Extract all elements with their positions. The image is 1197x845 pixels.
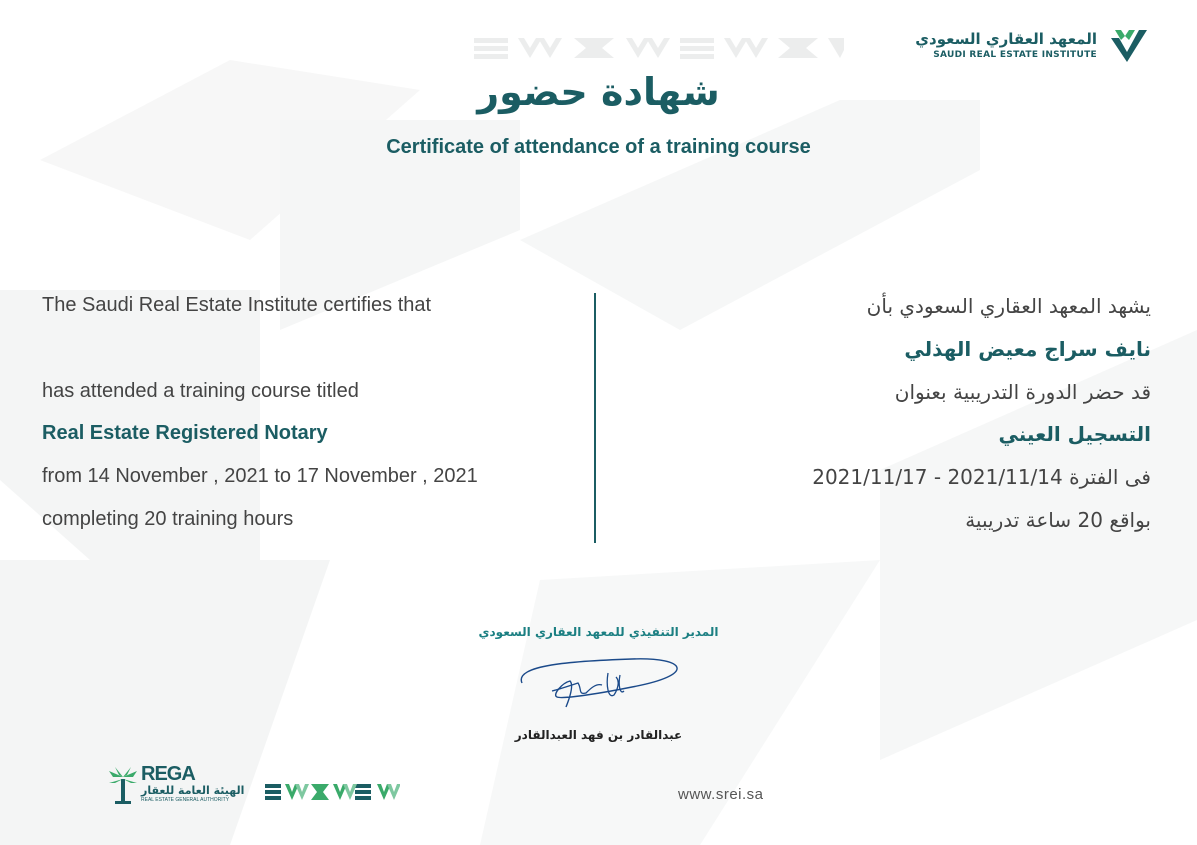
handwritten-signature: [512, 655, 692, 725]
palm-tree-icon: [107, 765, 139, 805]
english-course-title: Real Estate Registered Notary: [42, 422, 328, 444]
rega-logo: [107, 765, 257, 805]
arabic-certifies-text: يشهد المعهد العقاري السعودي بأن: [866, 294, 1151, 318]
arabic-attended-text: قد حضر الدورة التدريبية بعنوان: [894, 380, 1151, 404]
certificate-title-arabic: شهادة حضور: [477, 70, 720, 114]
certificate-title-english: Certificate of attendance of a training course: [386, 136, 811, 158]
english-hours-text: completing 20 training hours: [42, 508, 294, 530]
rega-arabic-text: الهيئة العامة للعقار: [141, 784, 245, 797]
decorative-pattern-footer: [265, 782, 400, 802]
english-period-text: from 14 November , 2021 to 17 November , 2021: [42, 465, 478, 487]
logo-arabic-text: المعهد العقاري السعودي: [915, 30, 1097, 48]
logo-english-text: SAUDI REAL ESTATE INSTITUTE: [933, 50, 1097, 60]
english-attended-text: has attended a training course titled: [42, 380, 359, 402]
signatory-name: عبدالقادر بن فهد العبدالقادر: [514, 728, 683, 742]
arabic-hours-text: بواقع 20 ساعة تدريبية: [965, 508, 1151, 532]
column-divider: [594, 293, 596, 543]
recipient-name-arabic: نايف سراج معيض الهذلي: [904, 337, 1151, 361]
signatory-role: المدير التنفيذي للمعهد العقاري السعودي: [478, 625, 719, 639]
rega-title: REGA: [141, 763, 195, 785]
arabic-period-text: فى الفترة 2021/11/14 - 2021/11/17: [812, 465, 1151, 489]
decorative-pattern-top: [474, 35, 844, 63]
arabic-course-title: التسجيل العيني: [998, 422, 1151, 446]
srei-logo-icon: [1109, 26, 1149, 64]
srei-logo: [915, 26, 1149, 66]
rega-english-text: REAL ESTATE GENERAL AUTHORITY: [141, 797, 230, 803]
english-certifies-text: The Saudi Real Estate Institute certifies that: [42, 294, 432, 316]
website-link[interactable]: www.srei.sa: [678, 786, 764, 803]
